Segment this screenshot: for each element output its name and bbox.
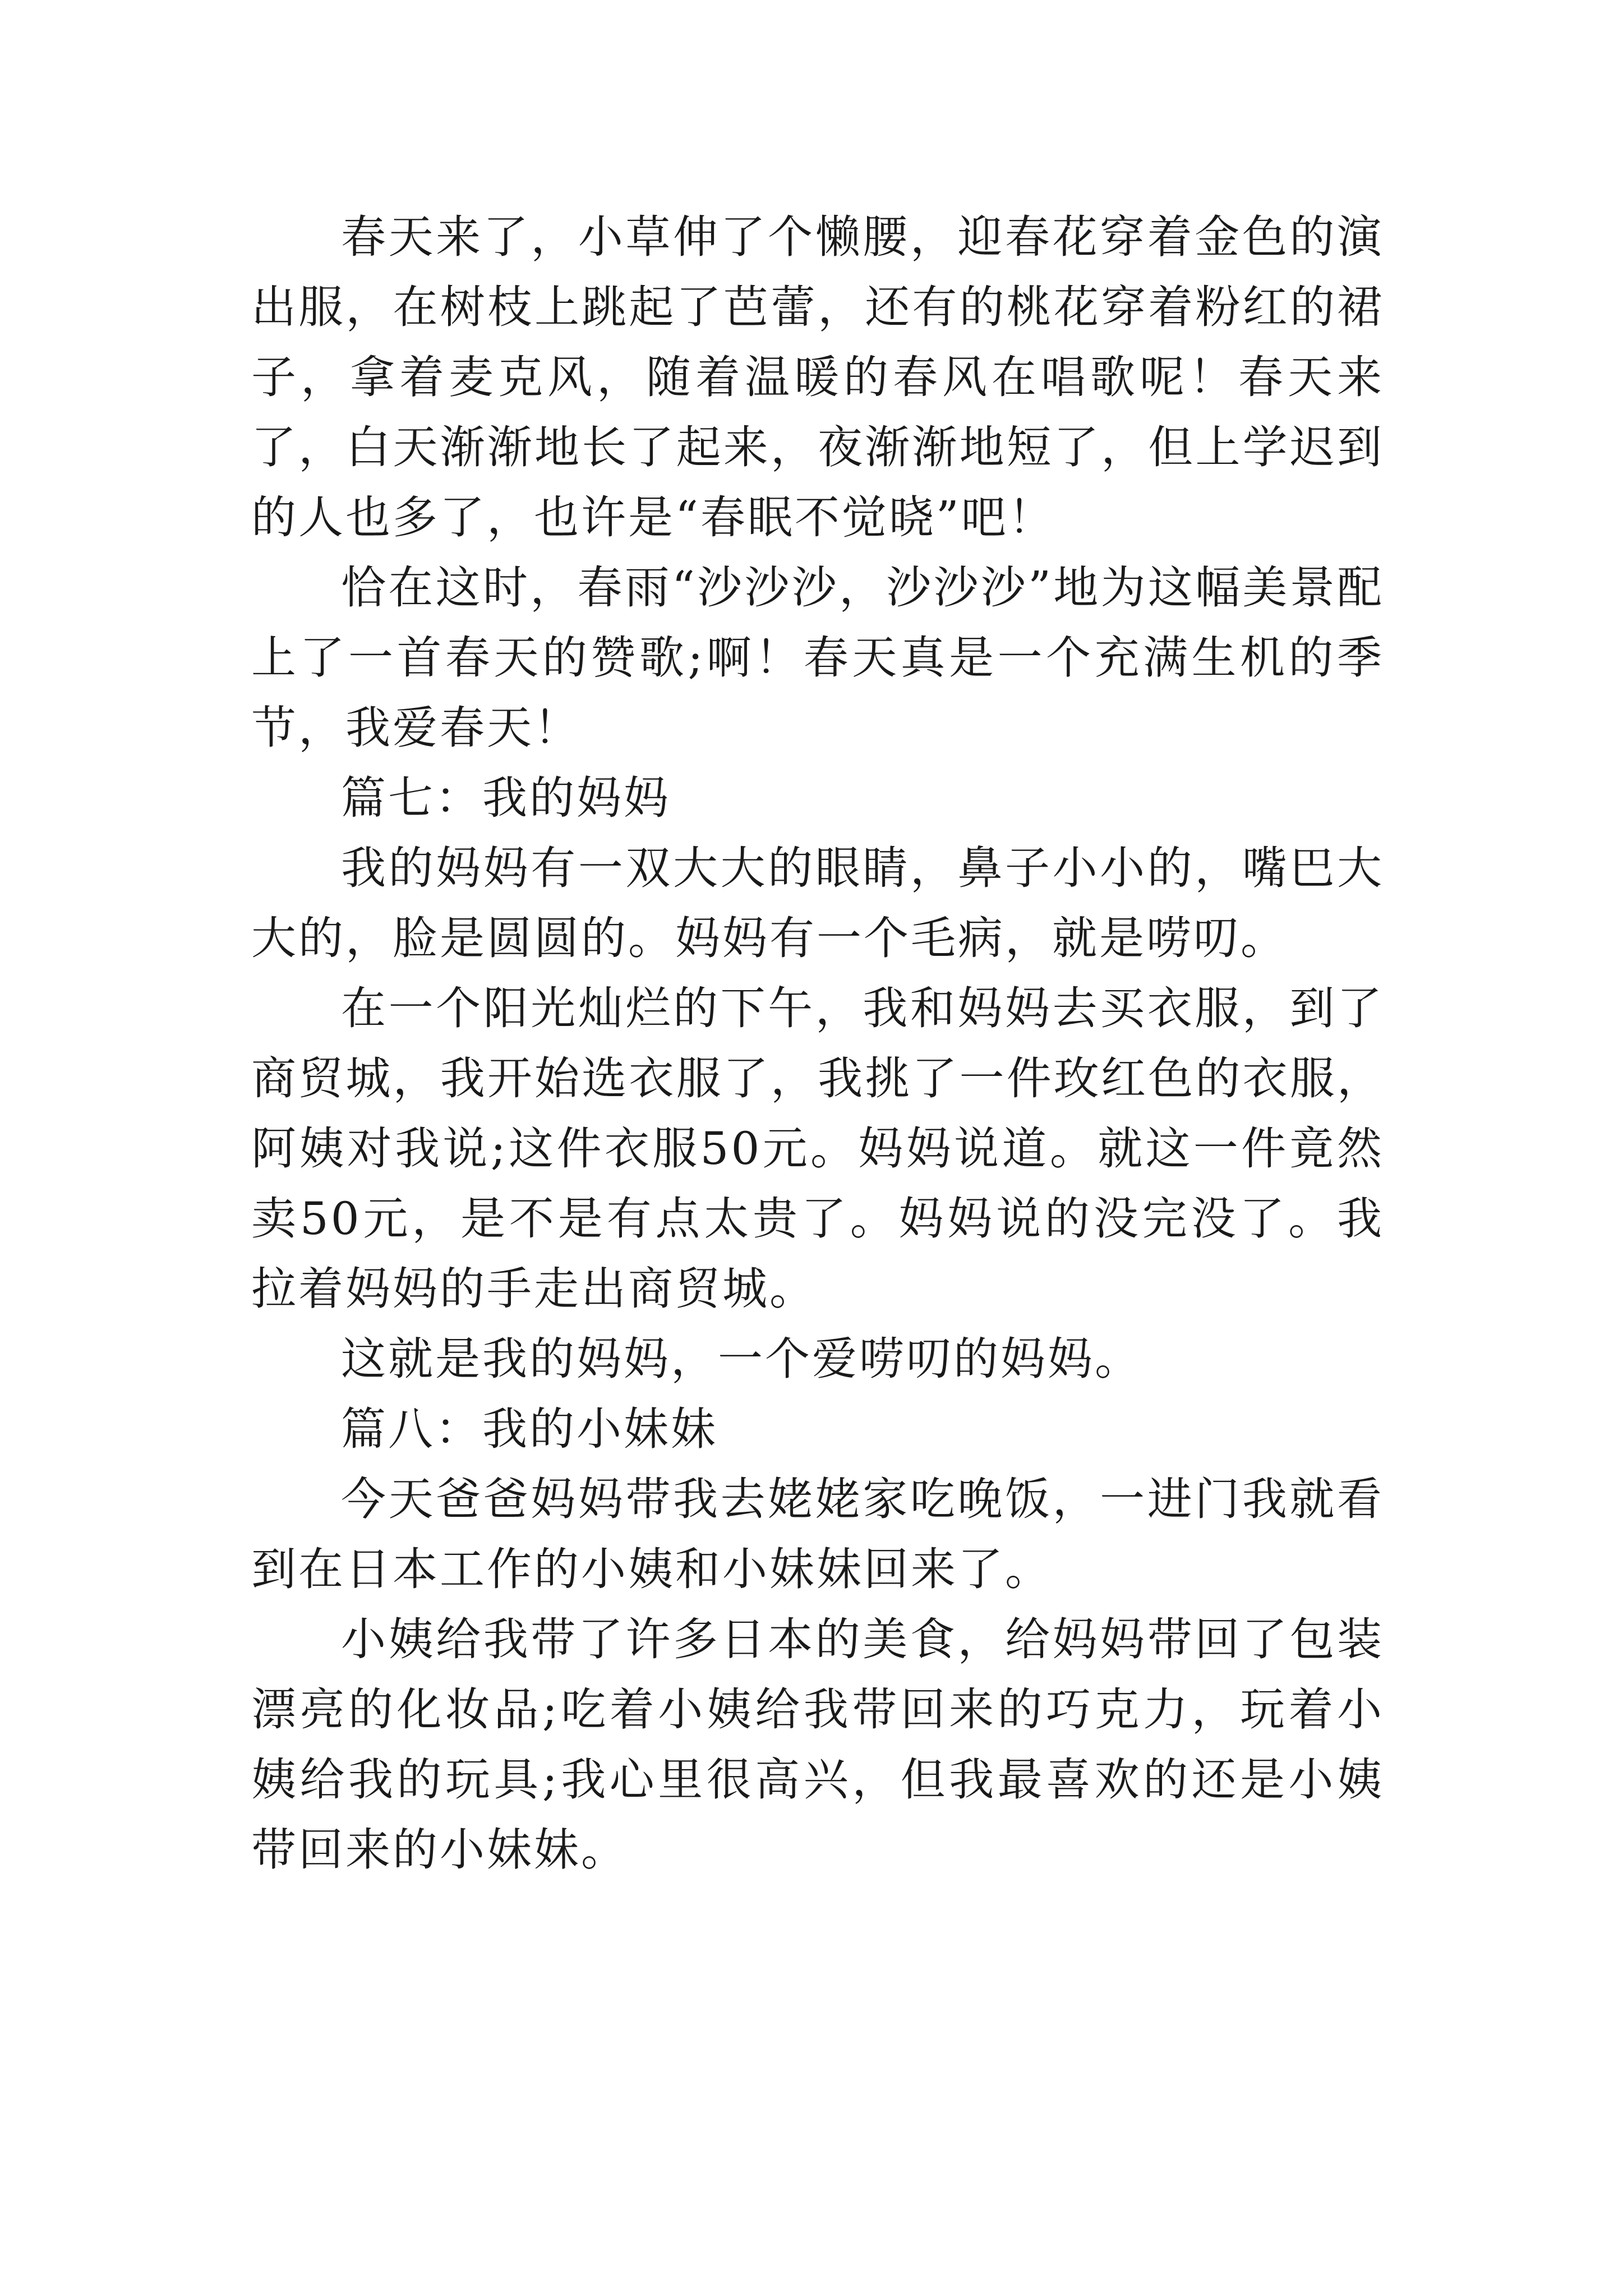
paragraph-mom-description: 我的妈妈有一双大大的眼睛，鼻子小小的，嘴巴大大的，脸是圆圆的。妈妈有一个毛病，就是唠叨。: [251, 842, 1384, 964]
document-body: [251, 202, 1384, 1885]
paragraph-aunt-gifts: 小姨给我带了许多日本的美食，给妈妈带回了包装漂亮的化妆品;吃着小姨给我带回来的巧克力，玩着小姨给我的玩具;我心里很高兴，但我最喜欢的还是小姨带回来的小妹妹。: [251, 1613, 1384, 1876]
section-heading-chapter-eight: 篇八：我的小妹妹: [341, 1403, 718, 1455]
paragraph-grandma-house: 今天爸爸妈妈带我去姥姥家吃晚饭，一进门我就看到在日本工作的小姨和小妹妹回来了。: [251, 1473, 1384, 1595]
paragraph-shopping-story: 在一个阳光灿烂的下午，我和妈妈去买衣服，到了商贸城，我开始选衣服了，我挑了一件玫红色的衣服，阿姨对我说;这件衣服50元。妈妈说道。就这一件竟然卖50元，是不是有点太贵了。妈妈说的没完没了。我拉着妈妈的手走出商贸城。: [251, 982, 1384, 1315]
paragraph-spring-arrives: 春天来了，小草伸了个懒腰，迎春花穿着金色的演出服，在树枝上跳起了芭蕾，还有的桃花穿着粉红的裙子，拿着麦克风，随着温暖的春风在唱歌呢！春天来了，白天渐渐地长了起来，夜渐渐地短了，但上学迟到的人也多了，也许是“春眠不觉晓”吧！: [251, 211, 1384, 544]
paragraph-spring-rain: 恰在这时，春雨“沙沙沙，沙沙沙”地为这幅美景配上了一首春天的赞歌;啊！春天真是一个充满生机的季节，我爱春天！: [251, 562, 1384, 754]
paragraph-mom-conclusion: 这就是我的妈妈，一个爱唠叨的妈妈。: [341, 1333, 1142, 1385]
section-heading-chapter-seven: 篇七：我的妈妈: [341, 772, 671, 824]
